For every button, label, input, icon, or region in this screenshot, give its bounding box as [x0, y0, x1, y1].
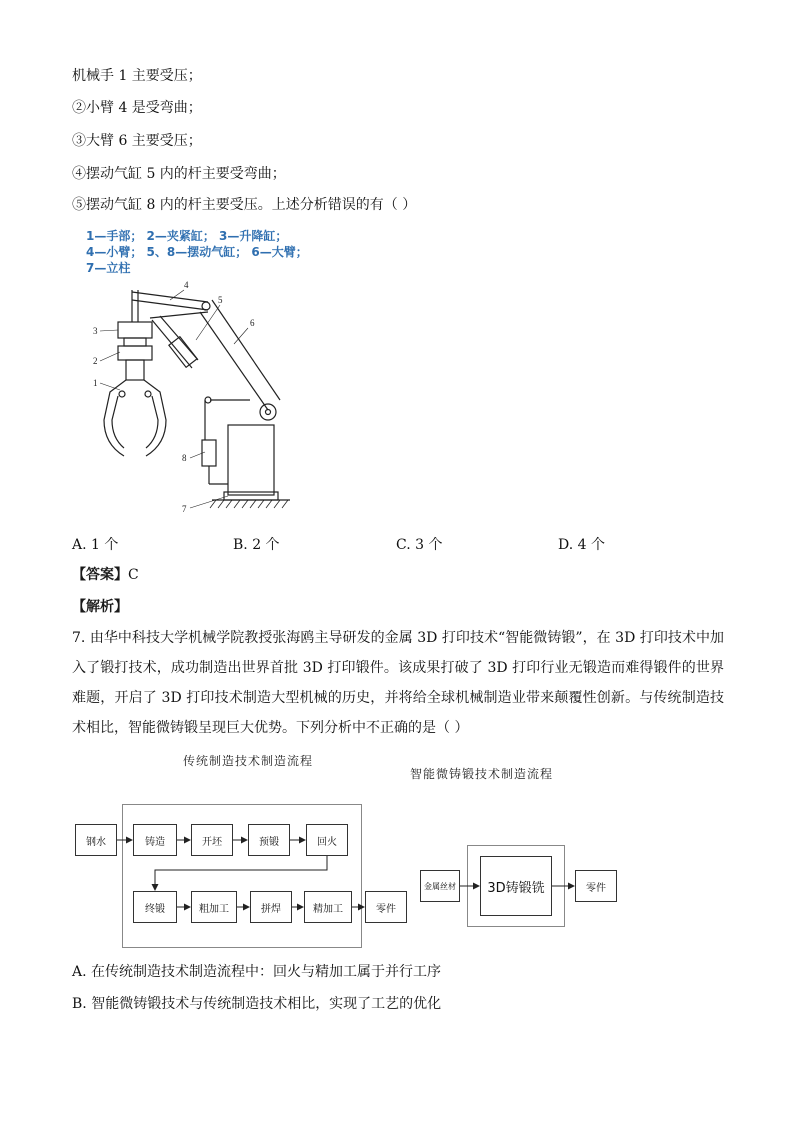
column-7: [228, 425, 274, 495]
answer-line: [72, 565, 139, 585]
label-1: 1: [93, 378, 98, 388]
clamp-cylinder-2: [118, 346, 152, 360]
statement-1: 机械手 1 主要受压；: [72, 68, 202, 84]
answer-tag: 【答案】: [72, 567, 128, 583]
smart-flow-input-box: 金属丝材: [420, 870, 460, 902]
choice-c: C. 3 个: [396, 537, 443, 553]
figure-legend: [86, 228, 308, 276]
flow-step-tempering: 回火: [306, 824, 348, 856]
label-8: 8: [182, 453, 187, 463]
label-7: 7: [182, 504, 187, 514]
flow-step-finishing: 精加工: [304, 891, 352, 923]
statement-2: ②小臂 4 是受弯曲；: [72, 100, 202, 116]
traditional-flow-title: 传统制造技术制造流程: [183, 754, 314, 768]
legend-line-1: 1—手部； 2—夹紧缸； 3—升降缸；: [86, 229, 288, 243]
label-4: 4: [184, 280, 189, 290]
gripper-right: [144, 380, 166, 456]
flow-step-casting: 铸造: [133, 824, 177, 856]
answer-value: C: [128, 567, 139, 583]
statement-3: ③大臂 6 主要受压；: [72, 133, 202, 149]
smart-flow-output-box: 零件: [575, 870, 617, 902]
flow-step-blanking: 开坯: [191, 824, 233, 856]
label-5: 5: [218, 295, 223, 305]
analysis-tag: 【解析】: [72, 599, 128, 615]
flow-step-final-forging: 终锻: [133, 891, 177, 923]
statement-5: ⑤摆动气缸 8 内的杆主要受压。上述分析错误的有（ ）: [72, 197, 417, 213]
flow-output-box: 零件: [365, 891, 407, 923]
statement-4: ④摆动气缸 5 内的杆主要受弯曲；: [72, 166, 286, 182]
flow-step-preforging: 预锻: [248, 824, 290, 856]
flow-step-welding: 拼焊: [250, 891, 292, 923]
smart-flow-process-box: 3D铸锻铣: [480, 856, 552, 916]
choice-b: B. 2 个: [233, 537, 280, 553]
option-a: A. 在传统制造技术制造流程中：回火与精加工属于并行工序: [72, 964, 442, 980]
option-b: B. 智能微铸锻技术与传统制造技术相比，实现了工艺的优化: [72, 996, 442, 1012]
label-3: 3: [93, 326, 98, 336]
label-2: 2: [93, 356, 98, 366]
label-6: 6: [250, 318, 255, 328]
choice-d: D. 4 个: [558, 537, 605, 553]
question-7-text: 7. 由华中科技大学机械学院教授张海鸥主导研发的金属 3D 打印技术“智能微铸锻”，在 3D 打印技术中加入了锻打技术，成功制造出世界首批 3D 打印锻件。该成果打破了 3D 打印行业无锻造而难得锻件的世界难题，开启了 3D 打印技术制造大型机械的历史，并将给全球机械制造业带来颠覆性创新。与传统制造技术相比，智能微铸锻呈现巨大优势。下列分析中不正确的是（ ）: [72, 630, 724, 736]
analysis-line: [72, 597, 128, 617]
choice-a: A. 1 个: [72, 537, 119, 553]
flow-input-box: 钢水: [75, 824, 117, 856]
legend-line-2: 4—小臂； 5、8—摆动气缸； 6—大臂；: [86, 245, 308, 259]
flow-step-rough-machining: 粗加工: [191, 891, 237, 923]
gripper-left: [104, 380, 126, 456]
smart-flow-title: 智能微铸锻技术制造流程: [410, 767, 554, 781]
legend-line-3: 7—立柱: [86, 261, 131, 275]
lift-cylinder-3: [118, 322, 152, 338]
